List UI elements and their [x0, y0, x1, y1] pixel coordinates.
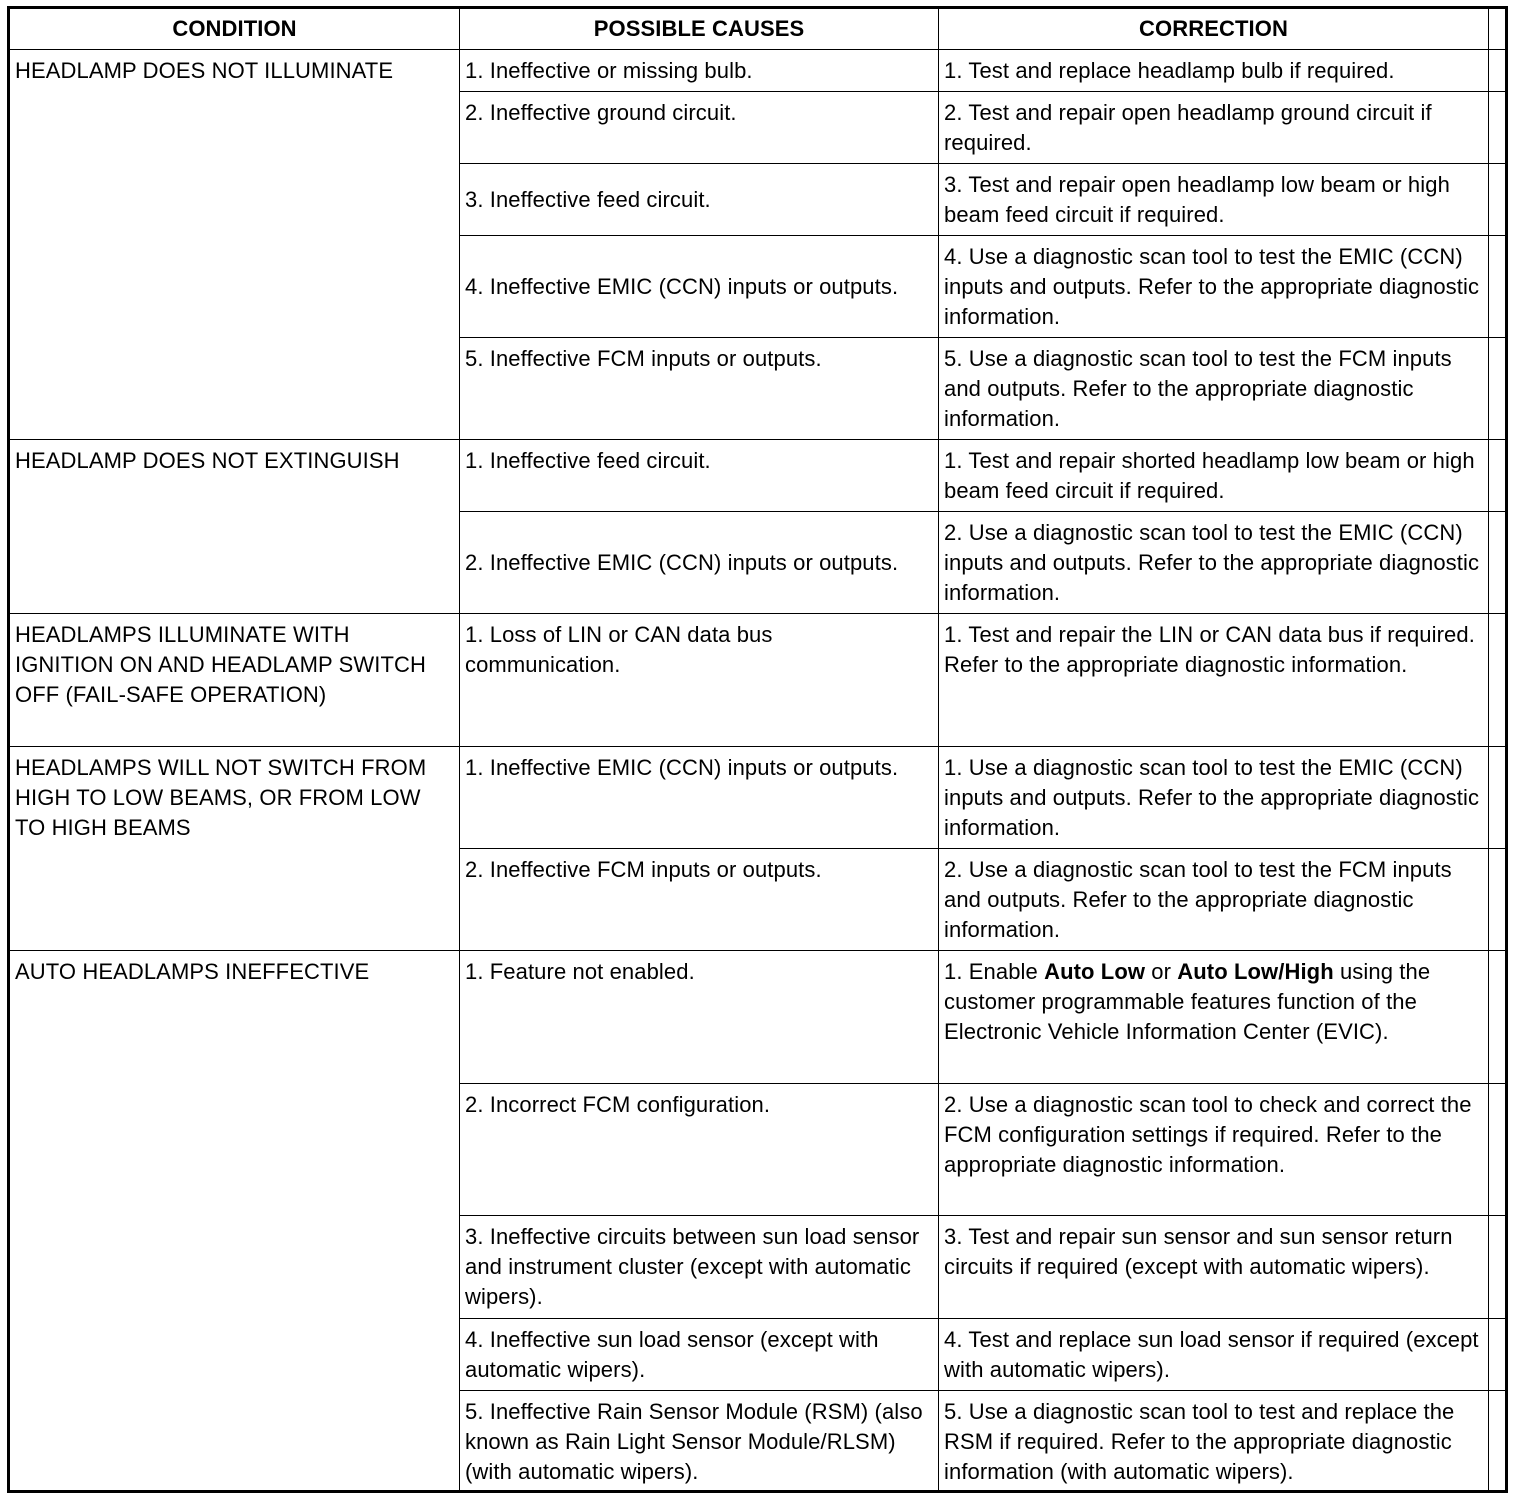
table-row: [9, 747, 1507, 849]
cause-cell: 1. Ineffective or missing bulb.: [460, 50, 939, 92]
cause-cell: 5. Ineffective FCM inputs or outputs.: [460, 338, 939, 440]
table-row: [9, 440, 1507, 512]
correction-cell: 2. Test and repair open headlamp ground circuit if required.: [939, 92, 1489, 164]
auto-low-keyword: Auto Low: [1044, 959, 1146, 984]
table-row: [9, 614, 1507, 747]
cause-cell: 2. Incorrect FCM configuration.: [460, 1084, 939, 1216]
cause-cell: 1. Feature not enabled.: [460, 951, 939, 1084]
blank-cell: [1489, 338, 1507, 440]
condition-cell: HEADLAMP DOES NOT ILLUMINATE: [9, 50, 460, 440]
condition-cell: HEADLAMPS WILL NOT SWITCH FROM HIGH TO LOW BEAMS, OR FROM LOW TO HIGH BEAMS: [9, 747, 460, 951]
condition-cell: HEADLAMPS ILLUMINATE WITH IGNITION ON AND HEADLAMP SWITCH OFF (FAIL-SAFE OPERATION): [9, 614, 460, 747]
blank-cell: [1489, 164, 1507, 236]
diagnosis-table: [7, 6, 1508, 1493]
header-correction: CORRECTION: [939, 8, 1489, 50]
blank-cell: [1489, 951, 1507, 1084]
blank-cell: [1489, 747, 1507, 849]
blank-cell: [1489, 236, 1507, 338]
correction-cell: 4. Test and replace sun load sensor if required (except with automatic wipers).: [939, 1319, 1489, 1391]
correction-text: using the customer programmable features function of the Electronic Vehicle Information Center (EVIC).: [944, 959, 1431, 1044]
correction-cell: 1. Test and repair the LIN or CAN data bus if required. Refer to the appropriate diagnostic information.: [939, 614, 1489, 747]
condition-cell: HEADLAMP DOES NOT EXTINGUISH: [9, 440, 460, 614]
cause-cell: 1. Loss of LIN or CAN data bus communication.: [460, 614, 939, 747]
cause-cell: 1. Ineffective feed circuit.: [460, 440, 939, 512]
correction-cell: 4. Use a diagnostic scan tool to test the EMIC (CCN) inputs and outputs. Refer to the appropriate diagnostic information.: [939, 236, 1489, 338]
correction-cell: 5. Use a diagnostic scan tool to test the FCM inputs and outputs. Refer to the appropriate diagnostic information.: [939, 338, 1489, 440]
correction-cell: 5. Use a diagnostic scan tool to test and replace the RSM if required. Refer to the appropriate diagnostic information (with automatic wipers).: [939, 1391, 1489, 1492]
blank-cell: [1489, 92, 1507, 164]
blank-cell: [1489, 849, 1507, 951]
blank-cell: [1489, 50, 1507, 92]
blank-cell: [1489, 440, 1507, 512]
correction-cell: 2. Use a diagnostic scan tool to check and correct the FCM configuration settings if required. Refer to the appropriate diagnostic information.: [939, 1084, 1489, 1216]
correction-cell: 3. Test and repair sun sensor and sun sensor return circuits if required (except with automatic wipers).: [939, 1216, 1489, 1319]
cause-cell: 3. Ineffective feed circuit.: [460, 164, 939, 236]
correction-cell: 1. Test and replace headlamp bulb if required.: [939, 50, 1489, 92]
correction-cell: 2. Use a diagnostic scan tool to test the FCM inputs and outputs. Refer to the appropriate diagnostic information.: [939, 849, 1489, 951]
header-condition: CONDITION: [9, 8, 460, 50]
condition-cell: AUTO HEADLAMPS INEFFECTIVE: [9, 951, 460, 1492]
cause-cell: 2. Ineffective FCM inputs or outputs.: [460, 849, 939, 951]
header-blank-column: [1489, 8, 1507, 50]
cause-cell: 1. Ineffective EMIC (CCN) inputs or outputs.: [460, 747, 939, 849]
cause-cell: 3. Ineffective circuits between sun load sensor and instrument cluster (except with automatic wipers).: [460, 1216, 939, 1319]
cause-cell: 4. Ineffective EMIC (CCN) inputs or outputs.: [460, 236, 939, 338]
blank-cell: [1489, 512, 1507, 614]
table-row: [9, 951, 1507, 1084]
header-possible-causes: POSSIBLE CAUSES: [460, 8, 939, 50]
blank-cell: [1489, 614, 1507, 747]
correction-cell: 3. Test and repair open headlamp low beam or high beam feed circuit if required.: [939, 164, 1489, 236]
correction-cell: 2. Use a diagnostic scan tool to test the EMIC (CCN) inputs and outputs. Refer to the appropriate diagnostic information.: [939, 512, 1489, 614]
correction-text: or: [1145, 959, 1178, 984]
blank-cell: [1489, 1216, 1507, 1319]
blank-cell: [1489, 1391, 1507, 1492]
correction-text: 1. Enable: [944, 959, 1045, 984]
correction-cell: [939, 951, 1489, 1084]
auto-low-high-keyword: Auto Low/High: [1177, 959, 1334, 984]
cause-cell: 2. Ineffective EMIC (CCN) inputs or outputs.: [460, 512, 939, 614]
cause-cell: 5. Ineffective Rain Sensor Module (RSM) (also known as Rain Light Sensor Module/RLSM) (with automatic wipers).: [460, 1391, 939, 1492]
cause-cell: 2. Ineffective ground circuit.: [460, 92, 939, 164]
correction-cell: 1. Use a diagnostic scan tool to test the EMIC (CCN) inputs and outputs. Refer to the appropriate diagnostic information.: [939, 747, 1489, 849]
blank-cell: [1489, 1319, 1507, 1391]
cause-cell: 4. Ineffective sun load sensor (except with automatic wipers).: [460, 1319, 939, 1391]
table-row: [9, 50, 1507, 92]
correction-cell: 1. Test and repair shorted headlamp low beam or high beam feed circuit if required.: [939, 440, 1489, 512]
header-row: [9, 8, 1507, 50]
blank-cell: [1489, 1084, 1507, 1216]
